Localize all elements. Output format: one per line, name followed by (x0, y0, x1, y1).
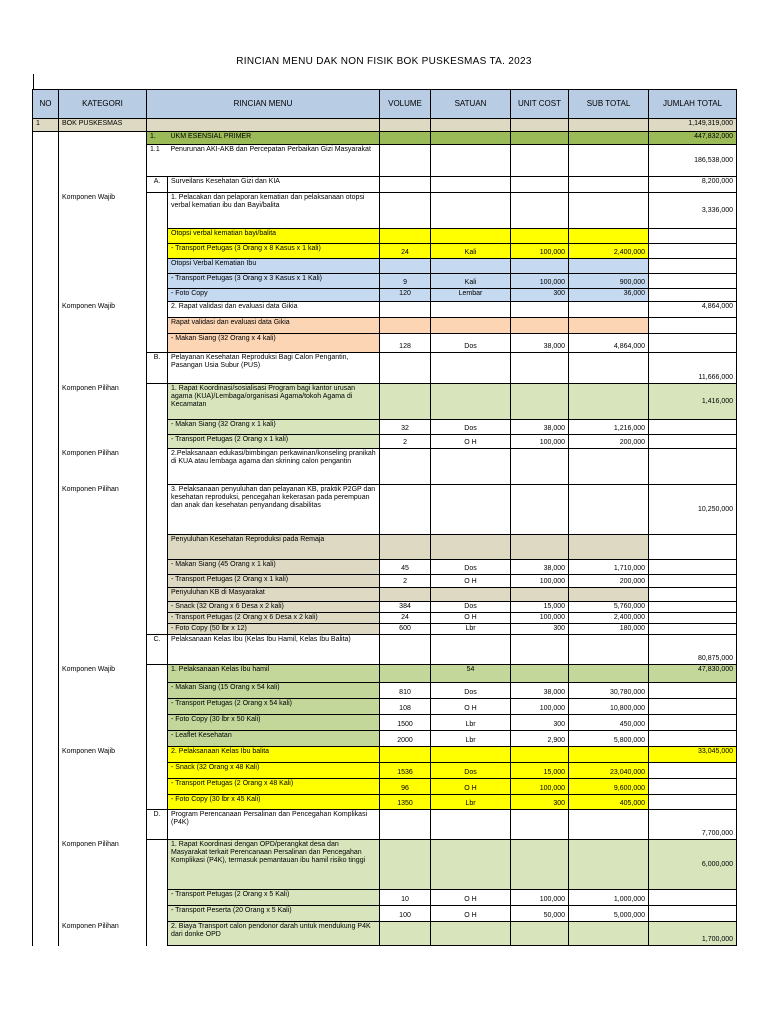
table-row (33, 715, 737, 731)
table-row (33, 731, 737, 747)
header-no: NO (33, 90, 59, 119)
cell-rincian: 1. Rapat Koordinasi dengan OPD/perangkat desa dan Masyarakat terkait Perencanaan Persalinan dan Pencegahan Komplikasi (P4K), termasuk pemantauan ibu hamil risiko tinggi (168, 840, 380, 890)
table-row (33, 840, 737, 890)
table-row (33, 318, 737, 334)
cell-satuan: Lbr (431, 731, 511, 747)
cell-rincian: - Transport Petugas (2 Orang x 54 kali) (168, 699, 380, 715)
cell-rincian: 3. Pelaksanaan penyuluhan dan pelayanan KB, praktik P2GP dan kesehatan reproduksi, pencegahan kekerasan pada perempuan dan anak dan kesehatan penyandang disabilitas (168, 485, 380, 535)
table-row (33, 289, 737, 302)
cell-satuan: Lbr (431, 715, 511, 731)
cell-rincian: Program Perencanaan Persalinan dan Pencegahan Komplikasi (P4K) (168, 810, 380, 840)
cell-jumlah: 447,832,000 (649, 132, 737, 145)
cell-rincian: Otopsi verbal kematian bayi/balita (168, 229, 380, 244)
cell-kategori: Komponen Pilihan (59, 485, 147, 535)
header-rincian: RINCIAN MENU (147, 90, 380, 119)
cell-satuan: Dos (431, 420, 511, 435)
cell-unit-cost: 100,000 (511, 274, 569, 289)
table-row (33, 435, 737, 449)
left-rule (33, 74, 34, 90)
cell-jumlah: 7,700,000 (649, 810, 737, 840)
table-row (33, 145, 737, 177)
cell-rincian: - Snack (32 Orang x 48 Kali) (168, 763, 380, 779)
table-row (33, 302, 737, 318)
cell-kategori: Komponen Pilihan (59, 922, 147, 946)
cell-sub-total: 1,216,000 (569, 420, 649, 435)
cell-code: 1. (147, 132, 168, 145)
table-row (33, 560, 737, 575)
cell-kategori: Komponen Wajib (59, 302, 147, 318)
cell-satuan: Lembar (431, 289, 511, 302)
cell-unit-cost: 100,000 (511, 244, 569, 259)
cell-satuan: O H (431, 779, 511, 795)
cell-rincian: 1. Rapat Koordinasi/sosialisasi Program bagi kantor urusan agama (KUA)/Lembaga/organisasi Agama/tokoh Agama di Kecamatan (168, 384, 380, 420)
cell-unit-cost: 100,000 (511, 435, 569, 449)
cell-volume: 1500 (380, 715, 431, 731)
cell-unit-cost: 100,000 (511, 779, 569, 795)
cell-satuan: O H (431, 435, 511, 449)
cell-unit-cost: 2,900 (511, 731, 569, 747)
cell-sub-total: 23,040,000 (569, 763, 649, 779)
table-row (33, 132, 737, 145)
cell-volume: 24 (380, 244, 431, 259)
cell-kategori: Komponen Pilihan (59, 384, 147, 420)
cell-sub-total: 2,400,000 (569, 244, 649, 259)
cell-unit-cost: 300 (511, 715, 569, 731)
table-row (33, 259, 737, 274)
header-sub-total: SUB TOTAL (569, 90, 649, 119)
cell-rincian: - Makan Siang (15 Orang x 54 kali) (168, 683, 380, 699)
cell-sub-total: 900,000 (569, 274, 649, 289)
cell-unit-cost: 15,000 (511, 602, 569, 613)
cell-volume: 1350 (380, 795, 431, 810)
cell-jumlah: 3,336,000 (649, 193, 737, 229)
cell-code: C. (147, 635, 168, 665)
cell-unit-cost: 300 (511, 624, 569, 635)
cell-rincian: - Transport Petugas (2 Orang x 5 Kali) (168, 890, 380, 906)
cell-sub-total: 405,000 (569, 795, 649, 810)
table-row (33, 747, 737, 763)
cell-rincian: 2. Pelaksanaan Kelas Ibu balita (168, 747, 380, 763)
cell-code: 1.1 (147, 145, 168, 177)
table-header-row (33, 90, 737, 119)
cell-sub-total: 2,400,000 (569, 613, 649, 624)
cell-satuan: O H (431, 575, 511, 588)
header-unit-cost: UNIT COST (511, 90, 569, 119)
cell-rincian: - Foto Copy (30 lbr x 45 Kali) (168, 795, 380, 810)
cell-jumlah: 33,045,000 (649, 747, 737, 763)
table-row (33, 795, 737, 810)
table-row (33, 683, 737, 699)
table-row (33, 177, 737, 193)
cell-rincian: - Transport Petugas (2 Orang x 1 kali) (168, 435, 380, 449)
cell-jumlah: 4,864,000 (649, 302, 737, 318)
table-row (33, 613, 737, 624)
cell-rincian: - Foto Copy (30 lbr x 50 Kali) (168, 715, 380, 731)
cell-unit-cost: 300 (511, 289, 569, 302)
cell-satuan: Kali (431, 244, 511, 259)
cell-rincian: - Transport Petugas (2 Orang x 6 Desa x 2 kali) (168, 613, 380, 624)
cell-volume: 384 (380, 602, 431, 613)
cell-sub-total: 5,000,000 (569, 906, 649, 922)
table-row (33, 274, 737, 289)
cell-rincian: - Makan Siang (45 Orang x 1 kali) (168, 560, 380, 575)
cell-satuan: 54 (431, 665, 511, 683)
cell-rincian: UKM ESENSIAL PRIMER (168, 132, 380, 145)
header-kategori: KATEGORI (59, 90, 147, 119)
cell-volume: 120 (380, 289, 431, 302)
cell-volume: 24 (380, 613, 431, 624)
cell-jumlah: 1,700,000 (649, 922, 737, 946)
cell-rincian: 2. Rapat validasi dan evaluasi data Gikia (168, 302, 380, 318)
table-row (33, 635, 737, 665)
cell-rincian: Penyuluhan Kesehatan Reproduksi pada Remaja (168, 535, 380, 560)
cell-volume: 2000 (380, 731, 431, 747)
cell-rincian: - Foto Copy (50 lbr x 12) (168, 624, 380, 635)
cell-unit-cost: 15,000 (511, 763, 569, 779)
cell-kategori: Komponen Pilihan (59, 840, 147, 890)
budget-table (32, 89, 737, 946)
cell-volume: 600 (380, 624, 431, 635)
cell-sub-total: 200,000 (569, 435, 649, 449)
cell-satuan: Lbr (431, 624, 511, 635)
cell-no: 1 (33, 119, 59, 132)
cell-rincian: - Transport Petugas (3 Orang x 3 Kasus x 1 Kali) (168, 274, 380, 289)
cell-rincian: - Makan Siang (32 Orang x 4 kali) (168, 334, 380, 353)
cell-rincian: - Makan Siang (32 Orang x 1 kali) (168, 420, 380, 435)
cell-satuan: Dos (431, 763, 511, 779)
cell-volume: 10 (380, 890, 431, 906)
cell-kategori: Komponen Wajib (59, 747, 147, 763)
cell-sub-total: 1,710,000 (569, 560, 649, 575)
cell-rincian: Otopsi Verbal Kematian Ibu (168, 259, 380, 274)
cell-rincian: Penurunan AKI-AKB dan Percepatan Perbaikan Gizi Masyarakat (168, 145, 380, 177)
cell-jumlah: 10,250,000 (649, 485, 737, 535)
cell-satuan: Dos (431, 334, 511, 353)
table-row (33, 575, 737, 588)
cell-sub-total: 36,000 (569, 289, 649, 302)
cell-jumlah: 6,000,000 (649, 840, 737, 890)
header-satuan: SATUAN (431, 90, 511, 119)
header-jumlah-total: JUMLAH TOTAL (649, 90, 737, 119)
cell-satuan: O H (431, 890, 511, 906)
cell-kategori: BOK PUSKESMAS (59, 119, 147, 132)
cell-satuan: O H (431, 613, 511, 624)
cell-unit-cost: 38,000 (511, 334, 569, 353)
cell-jumlah: 8,200,000 (649, 177, 737, 193)
cell-satuan: O H (431, 906, 511, 922)
cell-volume: 45 (380, 560, 431, 575)
cell-unit-cost: 100,000 (511, 613, 569, 624)
cell-jumlah: 1,416,000 (649, 384, 737, 420)
cell-unit-cost: 100,000 (511, 575, 569, 588)
cell-unit-cost: 38,000 (511, 683, 569, 699)
cell-kategori: Komponen Wajib (59, 665, 147, 683)
cell-sub-total: 5,800,000 (569, 731, 649, 747)
cell-volume: 100 (380, 906, 431, 922)
cell-unit-cost: 50,000 (511, 906, 569, 922)
cell-code: A. (147, 177, 168, 193)
cell-rincian: Surveilans Kesehatan Gizi dan KIA (168, 177, 380, 193)
cell-rincian: Pelayanan Kesehatan Reproduksi Bagi Calon Pengantin, Pasangan Usia Subur (PUS) (168, 353, 380, 384)
cell-rincian: - Transport Petugas (2 Orang x 48 Kali) (168, 779, 380, 795)
cell-volume: 9 (380, 274, 431, 289)
cell-unit-cost: 300 (511, 795, 569, 810)
cell-rincian: - Transport Petugas (2 Orang x 1 kali) (168, 575, 380, 588)
cell-volume: 32 (380, 420, 431, 435)
cell-unit-cost: 100,000 (511, 890, 569, 906)
cell-rincian: - Snack (32 Orang x 6 Desa x 2 kali) (168, 602, 380, 613)
cell-volume: 810 (380, 683, 431, 699)
cell-volume: 96 (380, 779, 431, 795)
cell-rincian: 2. Biaya Transport calon pendonor darah untuk mendukung P4K dari donke OPD (168, 922, 380, 946)
table-row (33, 535, 737, 560)
table-row (33, 449, 737, 485)
cell-jumlah: 1,149,319,000 (649, 119, 737, 132)
cell-satuan: Dos (431, 683, 511, 699)
cell-volume: 1536 (380, 763, 431, 779)
cell-sub-total: 200,000 (569, 575, 649, 588)
cell-sub-total: 450,000 (569, 715, 649, 731)
cell-sub-total: 4,864,000 (569, 334, 649, 353)
cell-jumlah: 11,666,000 (649, 353, 737, 384)
cell-rincian: - Transport Peserta (20 Orang x 5 Kali) (168, 906, 380, 922)
table-row (33, 665, 737, 683)
table-row (33, 890, 737, 906)
table-row (33, 119, 737, 132)
cell-jumlah: 80,875,000 (649, 635, 737, 665)
table-row (33, 763, 737, 779)
table-row (33, 244, 737, 259)
cell-rincian: Pelaksanaan Kelas Ibu (Kelas Ibu Hamil, Kelas Ibu Balita) (168, 635, 380, 665)
cell-rincian: 1. Pelacakan dan pelaporan kematian dan pelaksanaan otopsi verbal kematian ibu dan Bayi/balita (168, 193, 380, 229)
cell-sub-total: 1,000,000 (569, 890, 649, 906)
cell-sub-total: 5,760,000 (569, 602, 649, 613)
cell-volume: 2 (380, 575, 431, 588)
cell-volume: 108 (380, 699, 431, 715)
table-row (33, 485, 737, 535)
table-row (33, 353, 737, 384)
table-row (33, 229, 737, 244)
cell-satuan: Lbr (431, 795, 511, 810)
cell-code: B. (147, 353, 168, 384)
cell-sub-total: 10,800,000 (569, 699, 649, 715)
cell-rincian: Rapat validasi dan evaluasi data Gikia (168, 318, 380, 334)
table-row (33, 922, 737, 946)
cell-satuan: Dos (431, 560, 511, 575)
cell-satuan: O H (431, 699, 511, 715)
cell-unit-cost: 38,000 (511, 560, 569, 575)
table-row (33, 193, 737, 229)
cell-kategori: Komponen Pilihan (59, 449, 147, 485)
header-volume: VOLUME (380, 90, 431, 119)
document-title: RINCIAN MENU DAK NON FISIK BOK PUSKESMAS TA. 2023 (236, 56, 532, 67)
cell-unit-cost: 38,000 (511, 420, 569, 435)
cell-sub-total: 30,780,000 (569, 683, 649, 699)
cell-satuan: Kali (431, 274, 511, 289)
cell-volume: 2 (380, 435, 431, 449)
cell-jumlah: 186,538,000 (649, 145, 737, 177)
cell-code: D. (147, 810, 168, 840)
table-row (33, 624, 737, 635)
table-row (33, 602, 737, 613)
table-row (33, 334, 737, 353)
table-row (33, 384, 737, 420)
cell-kategori: Komponen Wajib (59, 193, 147, 229)
cell-rincian: - Transport Petugas (3 Orang x 8 Kasus x 1 kali) (168, 244, 380, 259)
cell-satuan: Dos (431, 602, 511, 613)
cell-volume: 128 (380, 334, 431, 353)
table-row (33, 699, 737, 715)
cell-rincian: Penyuluhan KB di Masyarakat (168, 588, 380, 602)
table-row (33, 906, 737, 922)
cell-rincian: 1. Pelaksanaan Kelas Ibu hamil (168, 665, 380, 683)
table-row (33, 588, 737, 602)
cell-rincian: - Foto Copy (168, 289, 380, 302)
cell-rincian: 2.Pelaksanaan edukasi/bimbingan perkawinan/konseling pranikah di KUA atau lembaga agama dan skrining calon pengantin (168, 449, 380, 485)
cell-unit-cost: 100,000 (511, 699, 569, 715)
cell-jumlah: 47,830,000 (649, 665, 737, 683)
cell-rincian: - Leaflet Kesehatan (168, 731, 380, 747)
table-row (33, 779, 737, 795)
cell-sub-total: 180,000 (569, 624, 649, 635)
table-row (33, 420, 737, 435)
cell-sub-total: 9,600,000 (569, 779, 649, 795)
table-row (33, 810, 737, 840)
